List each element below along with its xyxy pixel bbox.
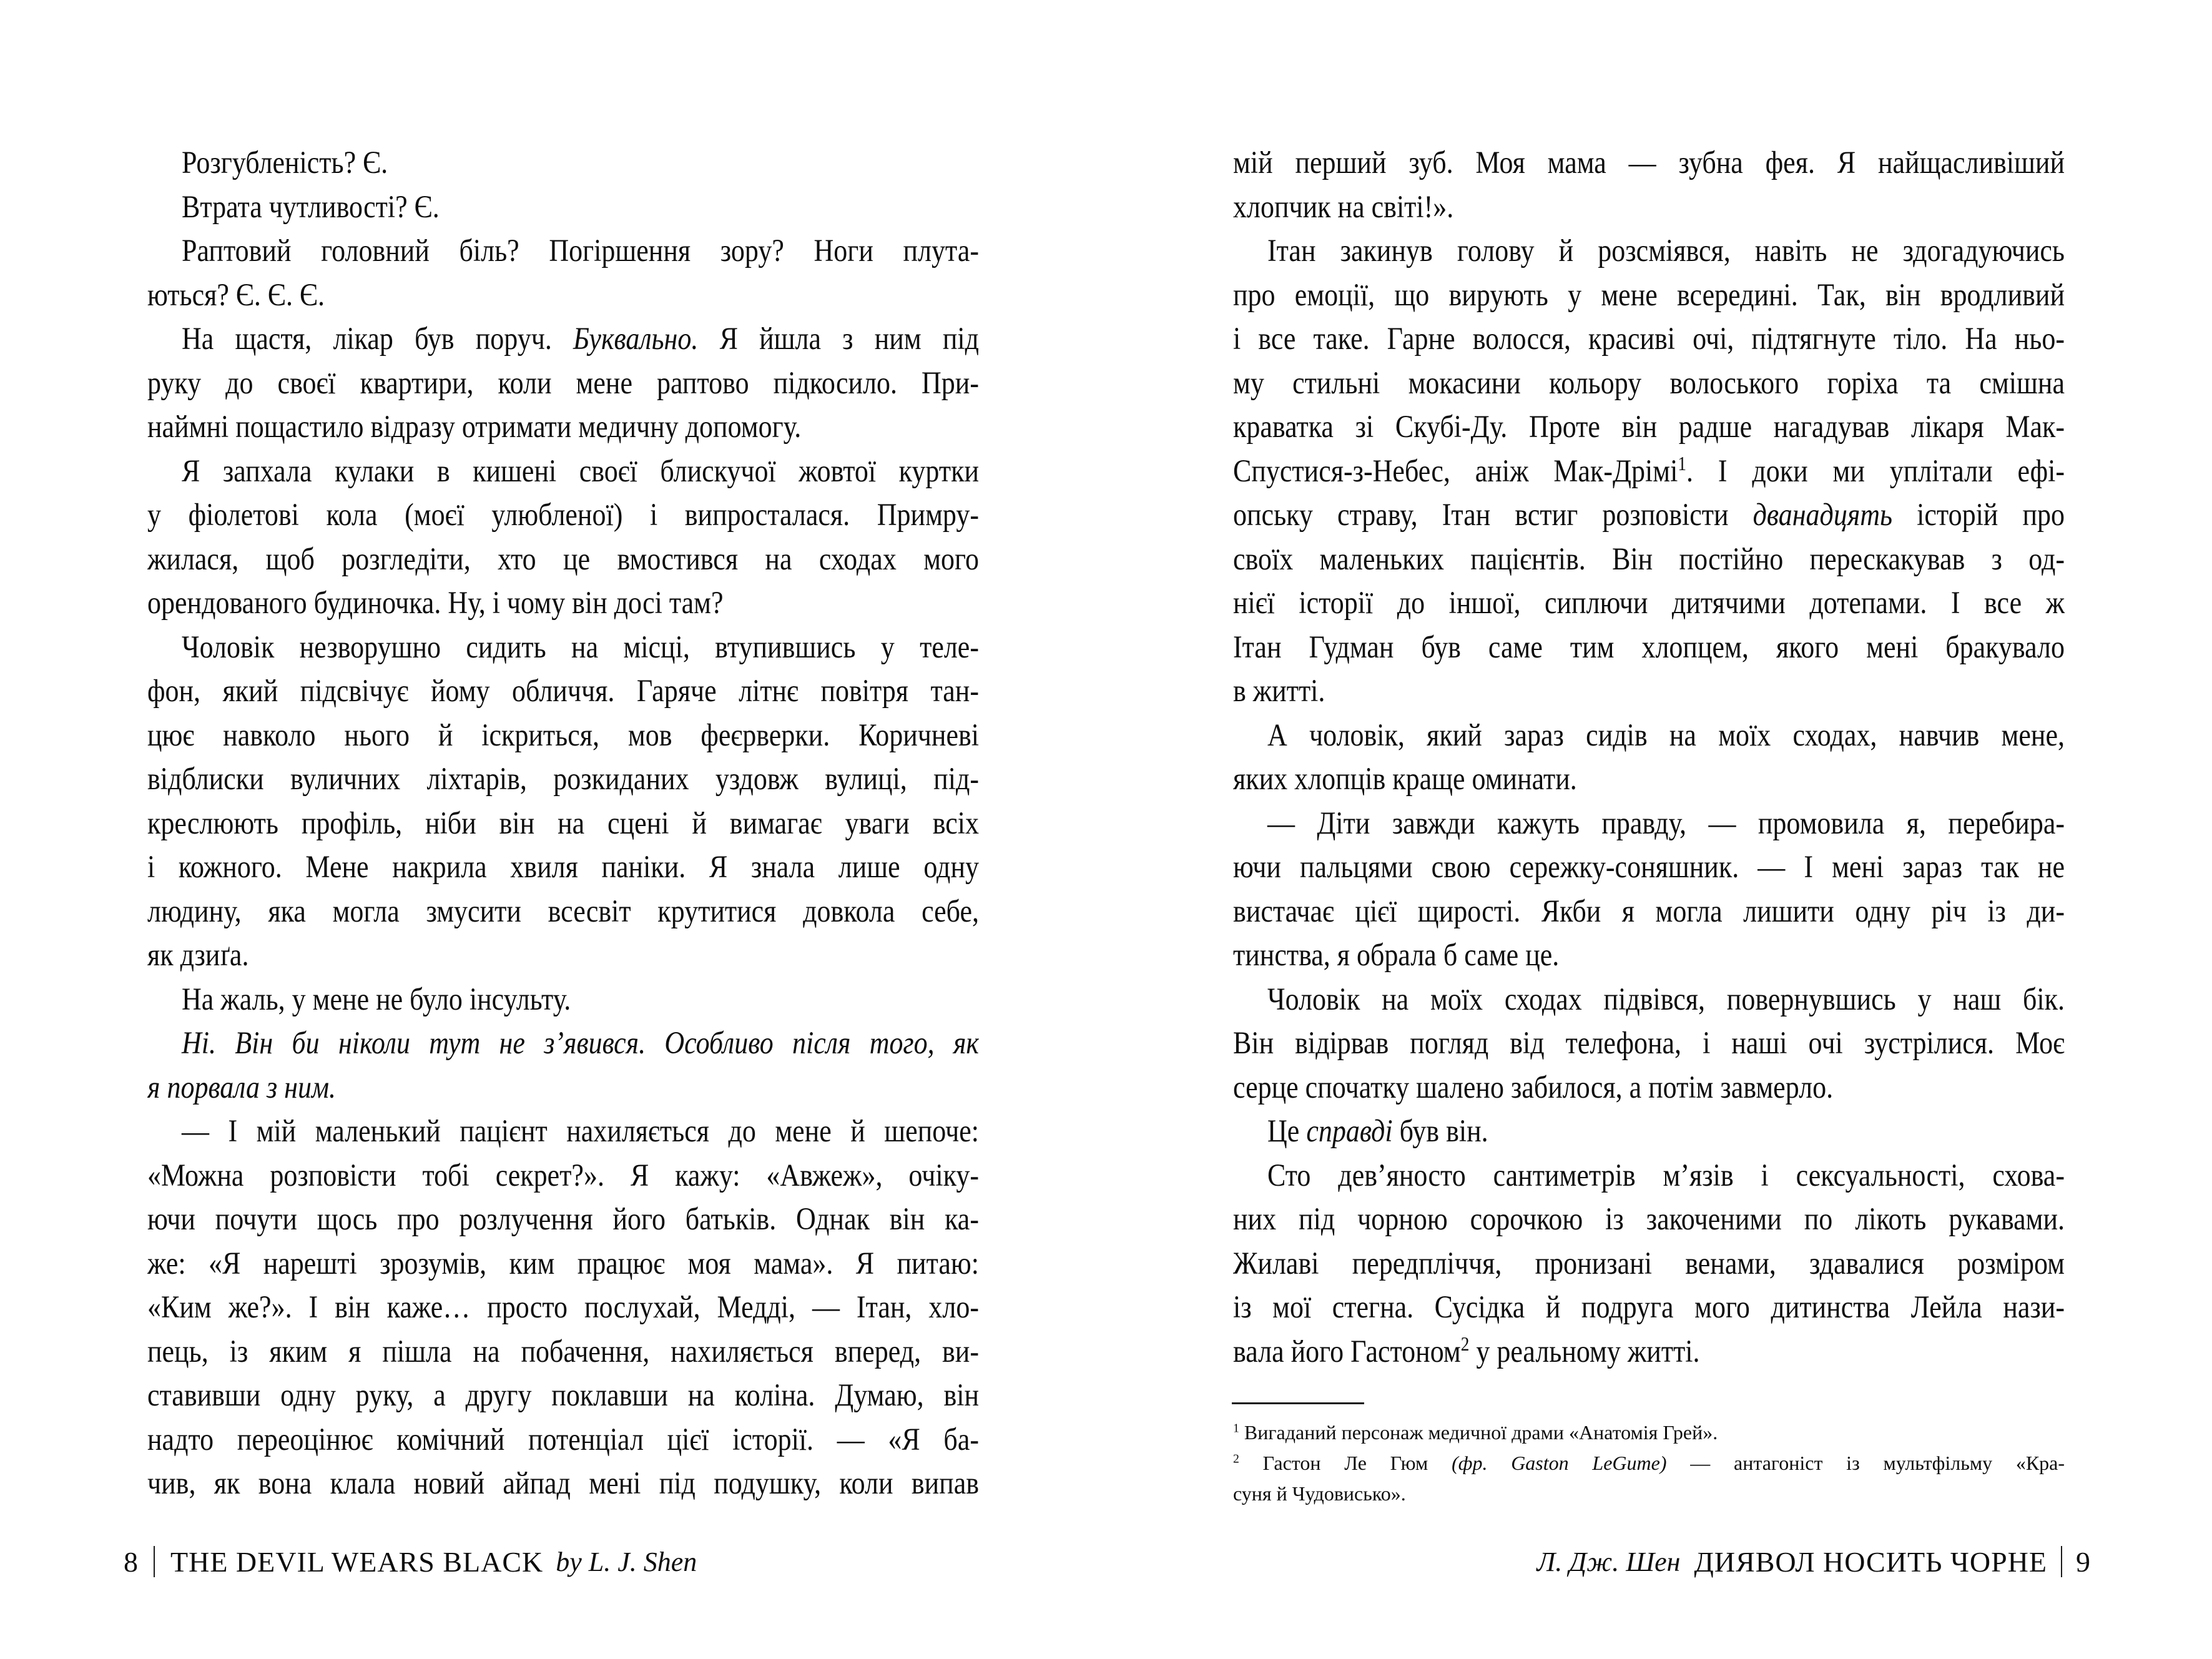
text-line: вала його Гастоном$^2$ у реальному житті.: [1233, 1332, 1700, 1369]
text-line: наймні пощастило відразу отримати медичну допомогу.: [147, 408, 802, 445]
footer-separator-bar: [154, 1546, 155, 1577]
text-line: своїх маленьких пацієнтів. Він постійно перескакував з од-: [1233, 541, 2065, 577]
text-line: Розгубленість? Є.: [182, 144, 388, 180]
text-line: нієї історії до іншої, сиплючи дитячими дотепами. І все ж: [1233, 584, 2065, 621]
text-line: руку до своєї квартири, коли мене раптово підкосило. При-: [147, 365, 979, 401]
right-page-footer: [1537, 1545, 2091, 1578]
text-line: — І мій маленький пацієнт нахиляється до мене й шепоче:: [182, 1113, 979, 1149]
text-line: яких хлопців краще оминати.: [1233, 761, 1577, 797]
text-line: хлопчик на світі!».: [1233, 189, 1454, 225]
text-line: і кожного. Мене накрила хвиля паніки. Я знала лише одну: [147, 849, 979, 885]
text-line: ючи пальцями свою сережку-соняшник. — І мені зараз так не: [1233, 849, 2065, 885]
text-line: як дзиґа.: [147, 937, 249, 973]
text-line: «Можна розповісти тобі секрет?». Я кажу: «Авжеж», очіку-: [147, 1157, 979, 1193]
text-line: у фіолетові кола (моєї улюбленої) і випросталася. Примру-: [147, 496, 979, 533]
text-line: Ітан закинув голову й розсміявся, навіть не здогадуючись: [1267, 232, 2065, 268]
text-line: краватка зі Скубі-Ду. Проте він радше нагадував лікаря Мак-: [1233, 408, 2065, 445]
text-line: серце спочатку шалено забилося, а потім завмерло.: [1233, 1069, 1834, 1105]
text-line: відблиски вуличних ліхтарів, розкиданих уздовж вулиці, під-: [147, 761, 979, 797]
text-line: людину, яка могла змусити всесвіт крутитися довкола себе,: [147, 893, 979, 929]
text-line: му стильні мокасини кольору волоського горіха та смішна: [1233, 365, 2065, 401]
text-line: А чоловік, який зараз сидів на моїх сходах, навчив мене,: [1267, 717, 2065, 753]
text-line: Ітан Гудман був саме тим хлопцем, якого мені бракувало: [1233, 629, 2065, 665]
footer-separator-bar: [2061, 1546, 2062, 1577]
text-line: жилася, щоб розгледіти, хто це вмостився на сходах мого: [147, 541, 979, 577]
right-page-text-column: [1233, 141, 2065, 1374]
byline: by L. J. Shen: [556, 1546, 697, 1577]
text-line: орендованого будиночка. Ну, і чому він досі там?: [147, 584, 724, 621]
text-line: них під чорною сорочкою із закоченими по лікоть рукавами.: [1233, 1201, 2065, 1237]
text-line: Він відірвав погляд від телефона, і наші очі зустрілися. Моє: [1233, 1025, 2065, 1061]
text-line: Сто дев’яносто сантиметрів м’язів і сексуальності, схова-: [1267, 1157, 2065, 1193]
text-line: На жаль, у мене не було інсульту.: [182, 981, 571, 1017]
text-line: Чоловік незворушно сидить на місці, втупившись у теле-: [182, 629, 979, 665]
text-line: Ні. Він би ніколи тут не з’явився. Особливо після того, як: [182, 1025, 979, 1061]
text-line: пець, із яким я пішла на побачення, нахиляється вперед, ви-: [147, 1333, 979, 1369]
footnote-line: $^2$ Гастон Ле Гюм (фр. Gaston LeGume) — антагоніст із мультфільму «Кра-: [1233, 1452, 2065, 1474]
footnote-divider-rule: [1232, 1402, 1364, 1404]
text-line: же: «Я нарешті зрозумів, ким працює моя мама». Я питаю:: [147, 1245, 979, 1281]
text-line: Я запхала кулаки в кишені своєї блискучої жовтої куртки: [182, 453, 979, 489]
text-line: — Діти завжди кажуть правду, — промовила я, перебира-: [1267, 805, 2065, 841]
text-line: Чоловік на моїх сходах підвівся, повернувшись у наш бік.: [1267, 981, 2065, 1017]
text-line: Це справді був він.: [1267, 1113, 1488, 1149]
author-name: Л. Дж. Шен: [1536, 1546, 1681, 1577]
text-line: я порвала з ним.: [147, 1069, 337, 1105]
text-line: із мої стегна. Сусідка й подруга мого дитинства Лейла нази-: [1233, 1289, 2065, 1325]
footnotes-block: [1233, 1417, 2065, 1509]
text-line: тинства, я обрала б саме це.: [1233, 937, 1560, 973]
text-line: Спустися-з-Небес, аніж Мак-Дрімі$^1$. І доки ми уплітали ефі-: [1233, 452, 2065, 489]
left-page-text-column: [147, 141, 979, 1506]
footnote-line: $^1$ Вигаданий персонаж медичної драми «Анатомія Грей».: [1233, 1421, 1718, 1444]
text-line: надто переоцінює комічний потенціал цієї історії. — «Я ба-: [147, 1421, 979, 1457]
text-line: Раптовий головний біль? Погіршення зору? Ноги плута-: [182, 232, 979, 268]
page-number: 8: [124, 1545, 138, 1578]
text-line: чив, як вона клала новий айпад мені під подушку, коли випав: [147, 1465, 979, 1501]
text-line: Втрата чутливості? Є.: [182, 189, 440, 225]
text-line: На щастя, лікар був поруч. Буквально. Я йшла з ним під: [182, 320, 979, 357]
text-line: фон, який підсвічує йому обличчя. Гаряче літнє повітря тан-: [147, 672, 979, 709]
text-line: ставивши одну руку, а другу поклавши на коліна. Думаю, він: [147, 1377, 979, 1413]
text-line: ються? Є. Є. Є.: [147, 277, 325, 313]
text-line: про емоції, що вирують у мене всередині. Так, він вродливий: [1233, 277, 2065, 313]
text-line: і все таке. Гарне волосся, красиві очі, підтягнуте тіло. На ньо-: [1233, 320, 2065, 357]
book-title-en: THE DEVIL WEARS BLACK: [170, 1545, 544, 1578]
text-line: вистачає цієї щирості. Якби я могла лишити одну річ із ди-: [1233, 893, 2065, 929]
book-title-uk: ДИЯВОЛ НОСИТЬ ЧОРНЕ: [1694, 1545, 2047, 1578]
text-line: «Ким же?». І він каже… просто послухай, Медді, — Ітан, хло-: [147, 1289, 979, 1325]
left-page-footer: [124, 1545, 697, 1578]
text-line: в житті.: [1233, 672, 1325, 709]
text-line: цює навколо нього й іскриться, мов феєрверки. Коричневі: [147, 717, 979, 753]
text-line: мій перший зуб. Моя мама — зубна фея. Я найщасливіший: [1233, 144, 2065, 180]
text-line: ючи почути щось про розлучення його батьків. Однак він ка-: [147, 1201, 979, 1237]
text-line: креслюють профіль, ніби він на сцені й вимагає уваги всіх: [147, 805, 979, 841]
footnote-line: суня й Чудовисько».: [1233, 1482, 1406, 1505]
text-line: Жилаві передпліччя, пронизані венами, здавалися розміром: [1233, 1245, 2065, 1281]
page-number: 9: [2076, 1545, 2090, 1578]
text-line: опську страву, Ітан встиг розповісти дванадцять історій про: [1233, 496, 2065, 533]
